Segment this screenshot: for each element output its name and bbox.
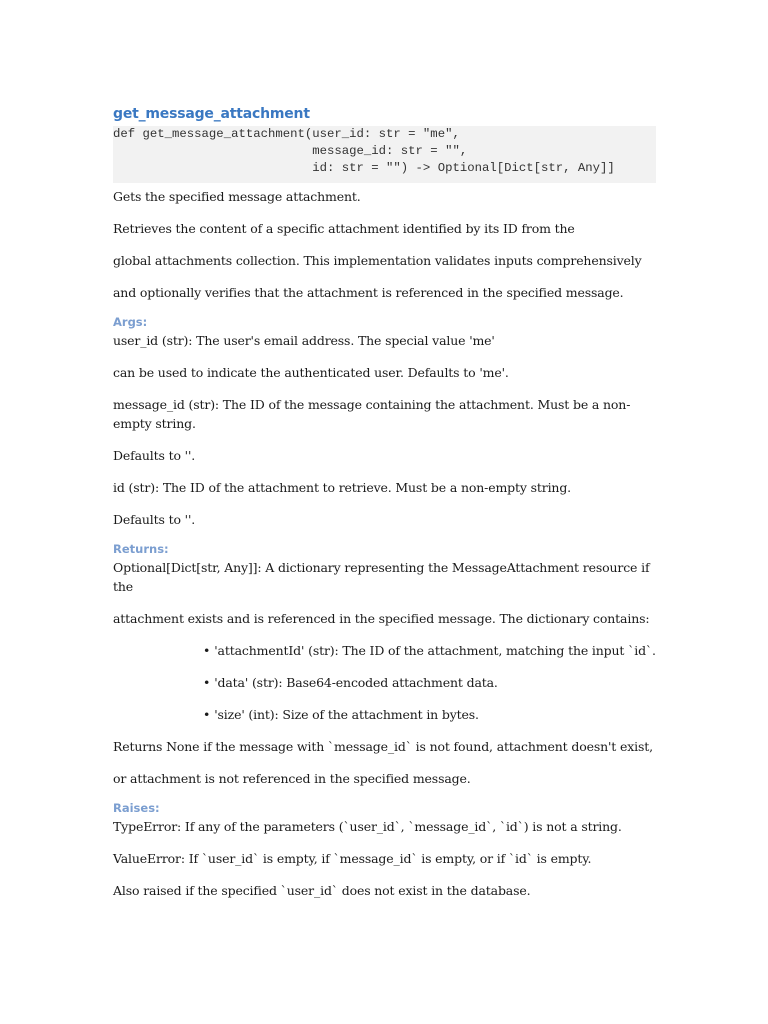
returns-line: Returns None if the message with `message_id` is not found, attachment doesn't exist, — [113, 739, 653, 754]
description-line: global attachments collection. This implementation validates inputs comprehensively — [113, 253, 642, 268]
description-line: and optionally verifies that the attachment is referenced in the specified message. — [113, 285, 624, 300]
args-line: message_id (str): The ID of the message containing the attachment. Must be a non-empty string. — [113, 397, 631, 431]
function-signature: def get_message_attachment(user_id: str = "me", message_id: str = "", id: str = "") -> Optional[Dict[str, Any]] — [113, 126, 656, 183]
args-line: user_id (str): The user's email address. The special value 'me' — [113, 333, 495, 348]
returns-line: attachment exists and is referenced in the specified message. The dictionary contains: — [113, 611, 650, 626]
args-heading: Args: — [113, 315, 148, 329]
args-line: can be used to indicate the authenticated user. Defaults to 'me'. — [113, 365, 509, 380]
summary-text: Gets the specified message attachment. — [113, 189, 361, 204]
returns-bullet-list — [113, 641, 656, 724]
raises-line: ValueError: If `user_id` is empty, if `message_id` is empty, or if `id` is empty. — [113, 851, 592, 866]
returns-bullet-item: • 'size' (int): Size of the attachment in bytes. — [203, 705, 656, 724]
args-line: id (str): The ID of the attachment to retrieve. Must be a non-empty string. — [113, 480, 571, 495]
returns-bullet-item: • 'attachmentId' (str): The ID of the attachment, matching the input `id`. — [203, 641, 656, 660]
raises-heading: Raises: — [113, 801, 160, 815]
raises-line: TypeError: If any of the parameters (`user_id`, `message_id`, `id`) is not a string. — [113, 819, 622, 834]
function-title: get_message_attachment — [113, 106, 310, 122]
returns-line: Optional[Dict[str, Any]]: A dictionary representing the MessageAttachment resource if the — [113, 560, 650, 594]
args-line: Defaults to ''. — [113, 448, 196, 463]
raises-line: Also raised if the specified `user_id` does not exist in the database. — [113, 883, 531, 898]
returns-bullet-item: • 'data' (str): Base64-encoded attachment data. — [203, 673, 656, 692]
args-line: Defaults to ''. — [113, 512, 196, 527]
doc-content — [113, 106, 656, 900]
returns-heading: Returns: — [113, 542, 169, 556]
description-line: Retrieves the content of a specific attachment identified by its ID from the — [113, 221, 575, 236]
returns-line: or attachment is not referenced in the specified message. — [113, 771, 471, 786]
